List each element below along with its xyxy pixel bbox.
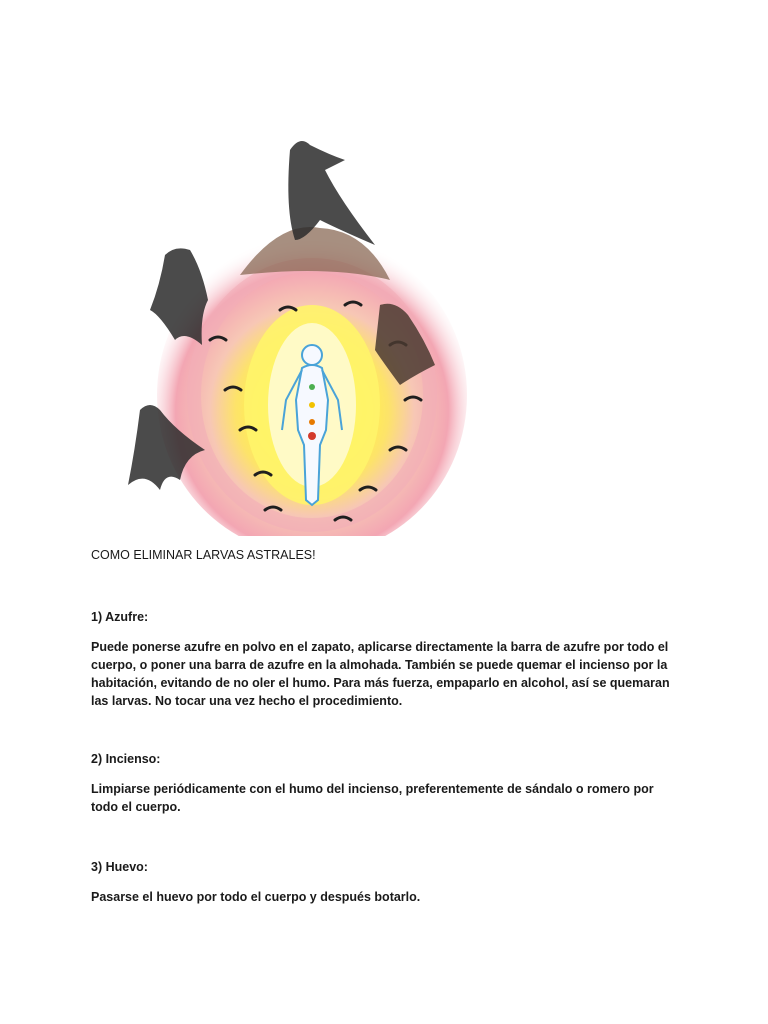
section-3-body: Pasarse el huevo por todo el cuerpo y después botarlo. (91, 890, 421, 904)
section-2-body: Limpiarse periódicamente con el humo del incienso, preferentemente de sándalo o romero por todo el cuerpo. (91, 782, 654, 814)
section-1-heading: 1) Azufre: (91, 610, 149, 624)
page-title: COMO ELIMINAR LARVAS ASTRALES! (91, 548, 316, 562)
aura-image (90, 100, 470, 536)
section-1-body: Puede ponerse azufre en polvo en el zapato, aplicarse directamente la barra de azufre por todo el cuerpo, o poner una barra de azufre en la almohada. También se puede quemar el incienso por la habitación, evitando de no oler el humo. Para más fuerza, empaparlo en alcohol, así se quemaran las larvas. No tocar una vez hecho el procedimiento. (91, 640, 670, 708)
astral-aura-illustration (90, 100, 470, 536)
section-3-heading: 3) Huevo: (91, 860, 148, 874)
shadow-figure-left (150, 248, 208, 345)
section-2-heading: 2) Incienso: (91, 752, 161, 766)
